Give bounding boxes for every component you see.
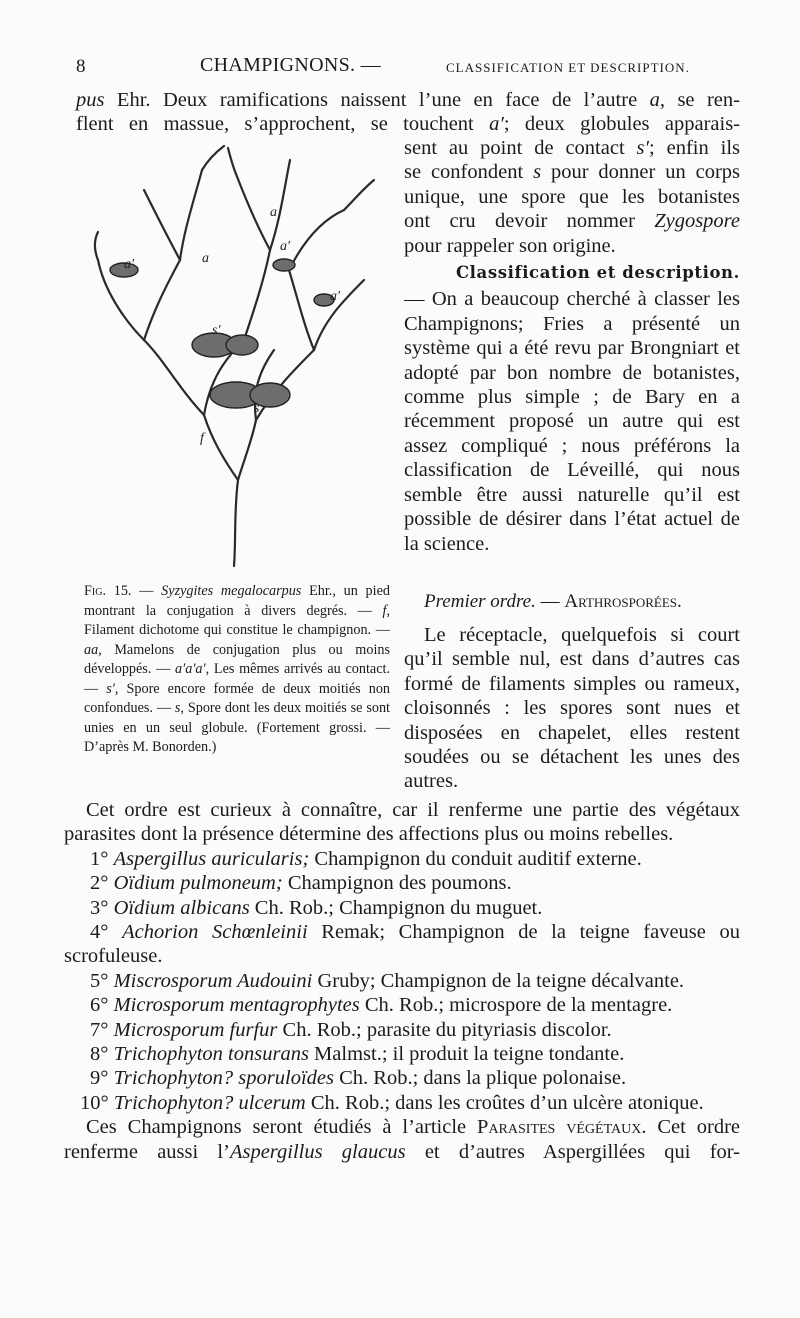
rc-text: ; enfin ils — [649, 137, 740, 159]
list-item — [64, 847, 740, 871]
list-species: Trichophyton? sporuloïdes — [113, 1067, 334, 1090]
list-item — [64, 1018, 740, 1042]
caption-text: , Spore encore formée de deux moitiés non confondues. — — [84, 680, 391, 716]
order-paragraph: Le réceptacle, quelquefois si court qu’il semble nul, est dans d’autres cas formé de filaments simples ou rameux, cloisonnés : les spores sont nues et disposées en chapelet, elles restent soudées ou se détachent les unes des autres. — [404, 624, 740, 793]
intro-paragraph — [76, 88, 740, 137]
fig-label: a′ — [124, 257, 135, 272]
list-num: 3° — [90, 896, 109, 919]
list-species: Microsporum mentagrophytes — [113, 994, 360, 1017]
list-desc: Ch. Rob.; dans la plique polonaise. — [333, 1067, 627, 1090]
closing-text: . Cet ordre renferme aussi l’ — [64, 1116, 740, 1163]
list-species: Miscrosporum Audouini — [113, 969, 313, 992]
fig-label: s′ — [212, 323, 221, 338]
caption-label: s′ — [106, 680, 115, 697]
list-num: 1° — [90, 847, 109, 870]
closing-paragraph — [64, 1115, 740, 1164]
figure-caption — [84, 582, 390, 758]
rc-line: pour rappeler son origine. — [404, 234, 616, 257]
list-species: Achorion Schœnleinii — [122, 921, 308, 944]
list-item — [64, 871, 740, 895]
caption-text: — — [131, 583, 162, 599]
rc-line — [404, 136, 740, 160]
intro-line-1 — [76, 88, 740, 112]
rc-line — [404, 209, 740, 233]
caption-fig-number: Fig. 15. — [84, 583, 132, 599]
caption-label: aa — [84, 641, 99, 658]
list-desc: Ch. Rob.; dans les croûtes d’un ulcère atonique. — [305, 1091, 704, 1114]
running-subtitle: CLASSIFICATION ET DESCRIPTION. — [446, 60, 690, 75]
bottom-section — [64, 798, 740, 1164]
order-heading-sc: Arthrosporées. — [564, 591, 682, 612]
order-heading-em: Premier ordre. — [424, 591, 536, 612]
closing-species: Aspergillus glaucus — [229, 1140, 406, 1163]
caption-text: , Spore dont les deux moitiés se sont unies en un seul globule. (Fortement grossi. — D’après M. Bonorden.) — [84, 700, 390, 755]
caption-text: , Filament dichotome qui constitue le champignon. — — [84, 602, 390, 638]
parasite-list — [64, 847, 740, 1115]
rc-line — [404, 160, 740, 184]
figure-15-illustration — [84, 140, 388, 570]
intro-text: flent en massue, s’approchent, se touchent — [76, 113, 490, 136]
closing-text: Ces Champignons seront étudiés à l’article — [86, 1116, 478, 1139]
list-num: 5° — [90, 969, 109, 992]
fig-label: a — [270, 205, 277, 220]
genus-fragment: pus — [76, 89, 105, 111]
fungus-drawing — [84, 140, 388, 570]
label-s: s — [533, 161, 542, 184]
rc-text: ont cru devoir nommer — [404, 210, 655, 233]
list-species: Oïdium pulmoneum; — [113, 872, 283, 895]
list-species: Oïdium albicans — [113, 896, 250, 919]
rc-text: pour donner un corps — [541, 161, 741, 184]
order-heading — [424, 591, 744, 613]
list-num: 2° — [90, 872, 109, 895]
label-a: a — [649, 89, 660, 111]
classification-heading: Classification et description. — [455, 263, 740, 283]
list-desc: Ch. Rob.; Champignon du muguet. — [249, 896, 543, 919]
label-a-prime: a′ — [489, 113, 504, 136]
figure-labels — [124, 205, 341, 446]
list-item — [64, 1091, 740, 1115]
list-item — [64, 993, 740, 1017]
list-desc: Ch. Rob.; microspore de la mentagre. — [359, 994, 673, 1017]
list-desc: Gruby; Champignon de la teigne décalvante. — [312, 969, 685, 992]
list-species: Aspergillus auricularis; — [113, 847, 310, 870]
caption-label: f — [382, 602, 387, 619]
caption-species: Syzygites megalocarpus — [161, 583, 302, 599]
list-species: Trichophyton tonsurans — [113, 1043, 309, 1066]
fig-label: s — [254, 401, 260, 416]
running-title — [200, 54, 381, 77]
list-species: Trichophyton? ulcerum — [113, 1091, 306, 1114]
intro-line-2 — [76, 112, 740, 136]
fig-label: a′ — [280, 239, 291, 254]
running-header — [76, 52, 740, 82]
rc-text: sent au point de contact — [404, 137, 637, 159]
rc-text: se confondent — [404, 161, 534, 184]
list-item — [64, 920, 740, 969]
fig-label: f — [200, 431, 204, 446]
right-column — [404, 136, 740, 556]
list-desc: Ch. Rob.; parasite du pityriasis discolor. — [277, 1018, 612, 1041]
list-desc: Champignon des poumons. — [282, 872, 512, 895]
list-num: 8° — [90, 1043, 109, 1066]
order-text — [404, 623, 740, 794]
label-s-prime: s′ — [636, 137, 650, 159]
caption-label: s — [174, 700, 181, 716]
intro-text: , se ren- — [659, 89, 740, 111]
running-title-dash: — — [360, 54, 381, 76]
list-num: 6° — [90, 994, 109, 1017]
rc-line: unique, une spore que les botanistes — [404, 185, 740, 208]
classification-text: — On a beaucoup cherché à classer les Champignons; Fries a présenté un système qui a été revu par Brongniart et adopté par bon nombre de botanistes, comme plus simple ; de Bary en a récemment proposé un autre qui est assez compliqué ; nous préférons la classification de Léveillé, qui nous semble être aussi naturelle qu’il est possible de désirer dans l’état actuel de la science. — [404, 288, 740, 555]
list-item — [64, 1066, 740, 1090]
intro-text: Ehr. Deux ramifications naissent l’une en face de l’autre — [104, 89, 650, 111]
caption-text: , Les mêmes arrivés au contact. — — [84, 661, 391, 697]
intro-text: ; deux globules apparais- — [503, 113, 741, 136]
list-num: 9° — [90, 1067, 109, 1090]
list-num: 7° — [90, 1018, 109, 1041]
list-desc: Remak; Champignon de la teigne faveuse ou scrofuleuse. — [64, 921, 741, 968]
order-heading-dash: — — [535, 591, 565, 612]
page-number: 8 — [76, 56, 86, 77]
list-item — [64, 969, 740, 993]
caption-text: Ehr., un pied montrant la conjugation à divers degrés. — — [84, 583, 390, 619]
list-num: 4° — [90, 921, 109, 944]
list-desc: Malmst.; il produit la teigne tondante. — [308, 1043, 625, 1066]
list-desc: Champignon du conduit auditif externe. — [309, 847, 642, 870]
caption-text: , Mamelons de conjugation plus ou moins développés. — — [84, 641, 390, 677]
fig-label: a — [202, 251, 209, 266]
caption-label: a′a′a′ — [175, 661, 206, 677]
list-item — [64, 1042, 740, 1066]
list-species: Microsporum furfur — [113, 1018, 278, 1041]
running-title-text: CHAMPIGNONS. — [200, 54, 356, 76]
order-note-paragraph: Cet ordre est curieux à connaître, car il renferme une partie des végétaux parasites dont la présence détermine des affections plus ou moins rebelles. — [64, 799, 740, 846]
list-item — [64, 896, 740, 920]
fig-label: a′ — [330, 289, 341, 304]
classification-heading-line — [404, 260, 740, 285]
zygospore-term: Zygospore — [654, 210, 740, 233]
zygospore-globules — [110, 259, 334, 408]
closing-sc: Parasites végétaux — [477, 1116, 642, 1139]
list-num: 10° — [80, 1091, 109, 1114]
closing-text: et d’autres Aspergillées qui for- — [405, 1140, 741, 1163]
